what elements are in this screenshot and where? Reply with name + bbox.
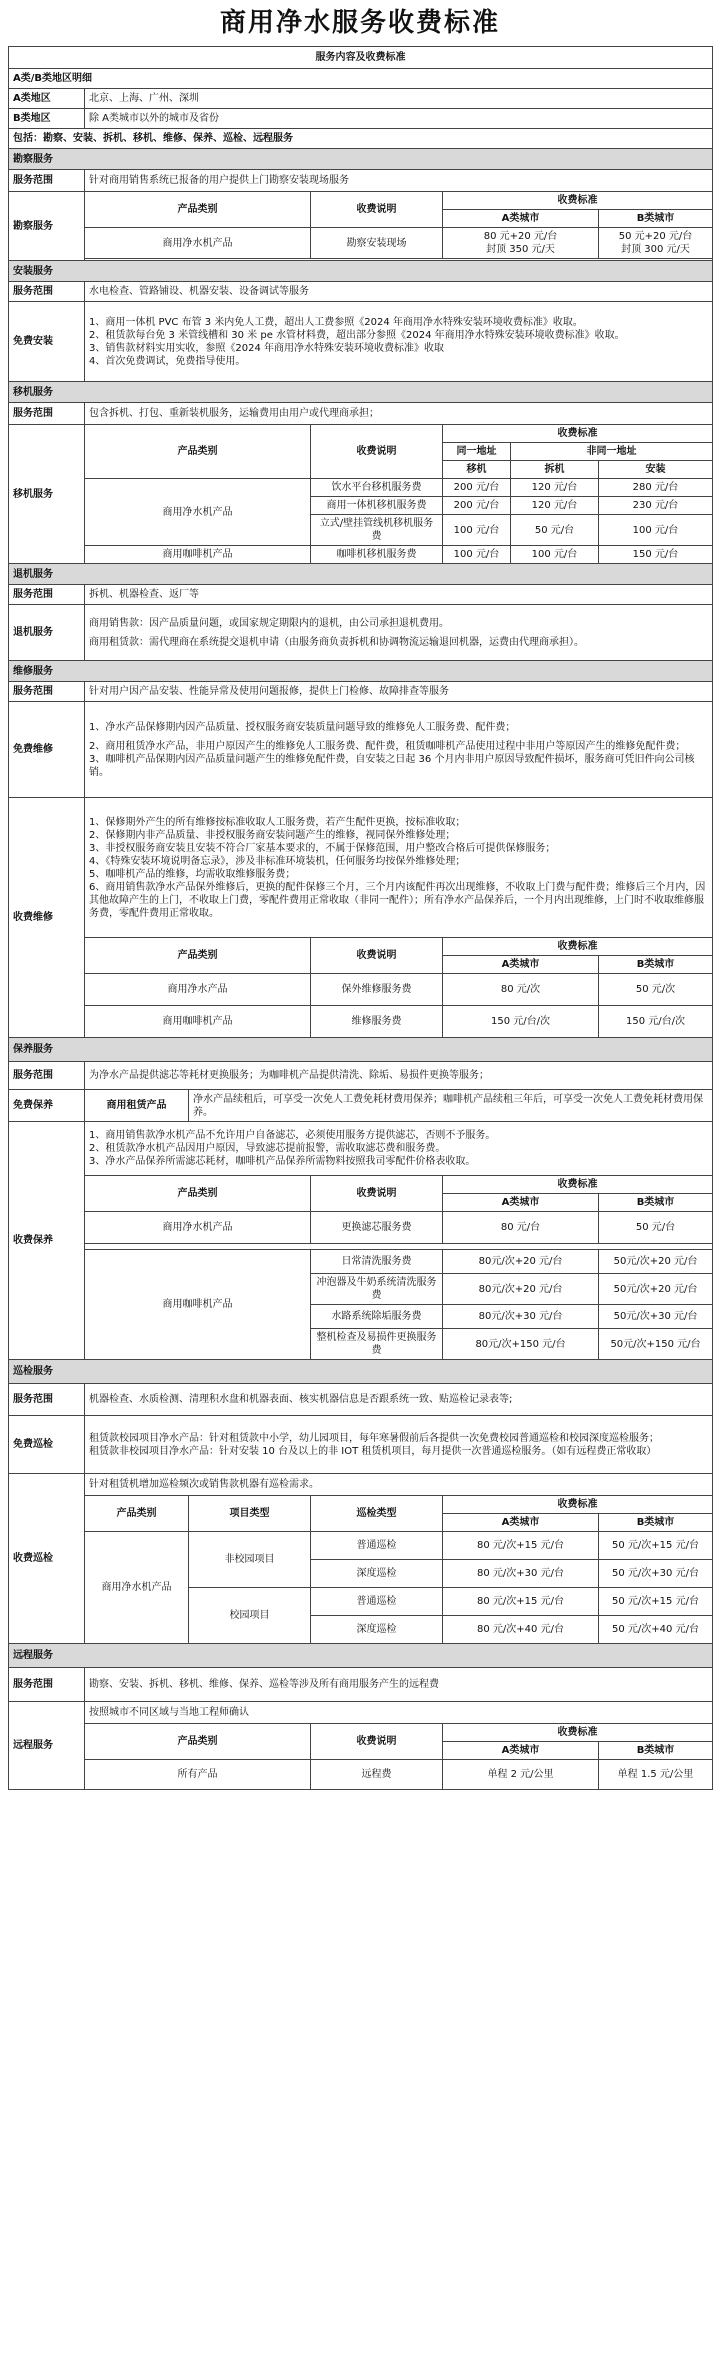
section-move: 移机服务 [9,382,713,403]
region-includes: 包括：勘察、安装、拆机、移机、维修、保养、巡检、远程服务 [9,129,713,149]
inspect-row-a: 80 元/次+30 元/台 [443,1560,599,1588]
inspect-col-type: 项目类型 [189,1496,311,1532]
repair-free-line: 1、净水产品保修期内因产品质量、授权服务商安装质量问题导致的维修免人工服务费、配件费； [89,721,516,733]
move-row-desc: 咖啡机移机服务费 [311,546,443,564]
maint-scope: 为净水产品提供滤芯等耗材更换服务；为咖啡机产品提供清洗、除垢、易损件更换等服务； [85,1062,713,1090]
retreat-scope: 拆机、机器检查、返厂等 [85,585,713,605]
repair-row-desc: 维修服务费 [311,1006,443,1038]
maint-free-product: 商用租赁产品 [85,1090,189,1122]
survey-a-fee: 80 元+20 元/台 封顶 350 元/天 [443,228,599,259]
maint-row-b: 50 元/台 [599,1212,713,1244]
move-row-same: 100 元/台 [443,546,511,564]
maint-coffee-product: 商用咖啡机产品 [85,1250,311,1360]
section-survey: 勘察服务 [9,149,713,170]
inspect-row-b: 50 元/次+40 元/台 [599,1616,713,1644]
inspect-free-label: 免费巡检 [9,1416,85,1474]
maint-free-text: 净水产品续租后，可享受一次免人工费免耗材费用保养；咖啡机产品续租三年后，可享受一次免人工费免耗材费用保养。 [189,1090,713,1122]
install-free-line: 4、首次免费调试，免费指导使用。 [89,355,246,367]
page-title: 商用净水服务收费标准 [219,8,500,38]
repair-col-desc: 收费说明 [311,938,443,974]
section-maint: 保养服务 [9,1038,713,1062]
inspect-col-b: B类城市 [599,1514,713,1532]
remote-b: 单程 1.5 元/公里 [599,1760,713,1790]
maint-row-desc: 整机检查及易损件更换服务费 [311,1329,443,1360]
section-retreat: 退机服务 [9,564,713,585]
move-row-desc: 立式/壁挂管线机移机服务费 [311,515,443,546]
repair-free-line: 2、商用租赁净水产品，非用户原因产生的维修免人工服务费、配件费，租赁咖啡机产品使用过程中非用户等原因产生的维修免配件费； [89,740,686,752]
move-product-coffee: 商用咖啡机产品 [85,546,311,564]
repair-paid-line: 5、咖啡机产品的维修，均需收取维修服务费； [89,868,296,880]
maint-paid-line: 3、净水产品保养所需滤芯耗材，咖啡机产品保养所需物料按照我司零配件价格表收取。 [89,1156,476,1167]
move-row-same: 200 元/台 [443,497,511,515]
move-col-desc: 收费说明 [311,425,443,479]
fee-table [8,46,713,1790]
move-row-desc: 商用一体机移机服务费 [311,497,443,515]
maint-col-b: B类城市 [599,1194,713,1212]
inspect-free-line: 租赁款非校园项目净水产品：针对安装 10 台及以上的非 IOT 租赁机项目，每月提供一次普通巡检服务。（如有远程费正常收取） [89,1445,657,1457]
move-row-remove: 100 元/台 [511,546,599,564]
move-col-product: 产品类别 [85,425,311,479]
inspect-row-kind: 普通巡检 [311,1532,443,1560]
move-col-diff-remove: 拆机 [511,461,599,479]
region-b-label: B类地区 [9,109,85,129]
section-remote: 远程服务 [9,1644,713,1668]
region-a-label: A类地区 [9,89,85,109]
maint-paid-line: 1、商用销售款净水机产品不允许用户自备滤芯，必须使用服务方提供滤芯，否则不予服务。 [89,1130,496,1141]
repair-col-a: A类城市 [443,956,599,974]
remote-col-b: B类城市 [599,1742,713,1760]
inspect-note: 针对租赁机增加巡检频次或销售款机器有巡检需求。 [85,1474,713,1496]
repair-paid-line: 2、保修期内非产品质量、非授权服务商安装问题产生的维修，视同保外维修处理； [89,829,456,841]
maint-row-a: 80元/次+20 元/台 [443,1250,599,1274]
inspect-scope: 机器检查、水质检测、清理积水盘和机器表面、核实机器信息是否跟系统一致、贴巡检记录表等; [85,1384,713,1416]
inspect-row-a: 80 元/次+15 元/台 [443,1588,599,1616]
remote-note: 按照城市不同区域与当地工程师确认 [85,1702,713,1724]
maint-row-a: 80元/次+20 元/台 [443,1274,599,1305]
inspect-row-kind: 普通巡检 [311,1588,443,1616]
maint-row-a: 80元/次+150 元/台 [443,1329,599,1360]
maint-col-product: 产品类别 [85,1176,311,1212]
inspect-col-product: 产品类别 [85,1496,189,1532]
repair-row-a: 150 元/台/次 [443,1006,599,1038]
remote-product: 所有产品 [85,1760,311,1790]
move-row-remove: 120 元/台 [511,497,599,515]
inspect-row-label: 收费巡检 [9,1474,85,1644]
inspect-scope-label: 服务范围 [9,1384,85,1416]
inspect-type-campus: 校园项目 [189,1588,311,1644]
install-free-text [85,302,713,382]
inspect-row-b: 50 元/次+30 元/台 [599,1560,713,1588]
repair-free-label: 免费维修 [9,702,85,798]
repair-paid-text [85,798,713,938]
remote-row-label: 远程服务 [9,1702,85,1790]
inspect-row-kind: 深度巡检 [311,1560,443,1588]
section-repair: 维修服务 [9,661,713,682]
maint-col-fee: 收费标准 [443,1176,713,1194]
maint-row-b: 50元/次+30 元/台 [599,1305,713,1329]
maint-row-b: 50元/次+20 元/台 [599,1250,713,1274]
inspect-row-a: 80 元/次+40 元/台 [443,1616,599,1644]
move-col-fee: 收费标准 [443,425,713,443]
maint-row-label: 收费保养 [9,1122,85,1360]
repair-free-text [85,702,713,798]
maint-water-product: 商用净水机产品 [85,1212,311,1244]
maint-row-a: 80元/次+30 元/台 [443,1305,599,1329]
inspect-row-b: 50 元/次+15 元/台 [599,1532,713,1560]
repair-row-product: 商用净水产品 [85,974,311,1006]
inspect-row-b: 50 元/次+15 元/台 [599,1588,713,1616]
survey-scope: 针对商用销售系统已报备的用户提供上门勘察安装现场服务 [85,170,713,192]
survey-b-fee: 50 元+20 元/台 封顶 300 元/天 [599,228,713,259]
maint-row-desc: 日常清洗服务费 [311,1250,443,1274]
survey-col-fee: 收费标准 [443,192,713,210]
maint-row-desc: 冲泡器及牛奶系统清洗服务费 [311,1274,443,1305]
move-row-label: 移机服务 [9,425,85,564]
move-col-same: 同一地址 [443,443,511,461]
inspect-col-fee: 收费标准 [443,1496,713,1514]
repair-paid-line: 6、商用销售款净水产品保外维修后，更换的配件保修三个月，三个月内该配件再次出现维修，不收取上门费与配件费；维修后三个月内，因其他故障产生的上门，不收取上门费，零配件费用正常收取（非同一配件）；所有净水产品保养后，一个月内出现维修，上门时不收取维修服务费，零配件费用正常收取。 [89,881,706,919]
move-row-same: 200 元/台 [443,479,511,497]
survey-desc: 勘察安装现场 [311,228,443,259]
survey-product: 商用净水机产品 [85,228,311,259]
install-free-label: 免费安装 [9,302,85,382]
move-row-install: 230 元/台 [599,497,713,515]
repair-col-fee: 收费标准 [443,938,713,956]
inspect-free-text [85,1416,713,1474]
maint-row-a: 80 元/台 [443,1212,599,1244]
maint-row-desc: 更换滤芯服务费 [311,1212,443,1244]
repair-row-label: 收费维修 [9,798,85,1038]
remote-desc: 远程费 [311,1760,443,1790]
move-row-install: 100 元/台 [599,515,713,546]
repair-paid-line: 3、非授权服务商安装且安装不符合厂家基本要求的，不属于保修范围，用户整改合格后可提供保修服务； [89,842,556,854]
survey-col-desc: 收费说明 [311,192,443,228]
move-row-desc: 饮水平台移机服务费 [311,479,443,497]
remote-col-fee: 收费标准 [443,1724,713,1742]
remote-a: 单程 2 元/公里 [443,1760,599,1790]
repair-paid-line: 4、《特殊安装环境说明备忘录》，涉及非标准环境装机，任何服务均按保外维修处理； [89,855,466,867]
move-col-diff: 非同一地址 [511,443,713,461]
inspect-product: 商用净水机产品 [85,1532,189,1644]
repair-col-b: B类城市 [599,956,713,974]
maint-paid-line: 2、租赁款净水机产品因用户原因，导致滤芯提前报警，需收取滤芯费和服务费。 [89,1143,446,1154]
repair-scope: 针对用户因产品安装、性能异常及使用问题报修，提供上门检修、故障排查等服务 [85,682,713,702]
survey-scope-label: 服务范围 [9,170,85,192]
install-scope: 水电检查、管路铺设、机器安装、设备调试等服务 [85,282,713,302]
move-scope-label: 服务范围 [9,403,85,425]
maint-paid-text [85,1122,713,1176]
remote-scope: 勘察、安装、拆机、移机、维修、保养、巡检等涉及所有商用服务产生的远程费 [85,1668,713,1702]
remote-col-a: A类城市 [443,1742,599,1760]
region-b-value: 除 A类城市以外的城市及省份 [85,109,713,129]
move-row-install: 150 元/台 [599,546,713,564]
inspect-type-non: 非校园项目 [189,1532,311,1588]
maint-row-desc: 水路系统除垢服务费 [311,1305,443,1329]
retreat-text [85,605,713,661]
move-row-install: 280 元/台 [599,479,713,497]
move-row-remove: 50 元/台 [511,515,599,546]
maint-col-desc: 收费说明 [311,1176,443,1212]
section-install: 安装服务 [9,261,713,282]
remote-scope-label: 服务范围 [9,1668,85,1702]
survey-row-label: 勘察服务 [9,192,85,261]
maint-col-a: A类城市 [443,1194,599,1212]
inspect-row-a: 80 元/次+15 元/台 [443,1532,599,1560]
table-header: 服务内容及收费标准 [9,47,713,69]
inspect-col-a: A类城市 [443,1514,599,1532]
retreat-line: 商用租赁款：需代理商在系统提交退机申请（由服务商负责拆机和协调物流运输退回机器，运费由代理商承担）。 [89,636,584,648]
survey-col-a: A类城市 [443,210,599,228]
move-product-water: 商用净水机产品 [85,479,311,546]
retreat-scope-label: 服务范围 [9,585,85,605]
repair-row-b: 150 元/台/次 [599,1006,713,1038]
repair-row-product: 商用咖啡机产品 [85,1006,311,1038]
section-inspect: 巡检服务 [9,1360,713,1384]
repair-row-b: 50 元/次 [599,974,713,1006]
move-scope: 包含拆机、打包、重新装机服务，运输费用由用户或代理商承担； [85,403,713,425]
move-col-same-move: 移机 [443,461,511,479]
inspect-free-line: 租赁款校园项目净水产品：针对租赁款中小学，幼儿园项目，每年寒暑假前后各提供一次免费校园普通巡检和校园深度巡检服务； [89,1432,659,1444]
remote-col-product: 产品类别 [85,1724,311,1760]
region-heading: A类/B类地区明细 [9,69,713,89]
repair-free-line: 3、咖啡机产品保期内因产品质量问题产生的维修免配件费，自安装之日起 36 个月内非用户原因导致配件损坏，服务商可凭旧件向公司核销。 [89,753,695,778]
maint-row-b: 50元/次+20 元/台 [599,1274,713,1305]
maint-scope-label: 服务范围 [9,1062,85,1090]
inspect-row-kind: 深度巡检 [311,1616,443,1644]
inspect-col-inspect: 巡检类型 [311,1496,443,1532]
install-free-line: 2、租赁款每台免 3 米管线槽和 30 米 pe 水管材料费，超出部分参照《2024 年商用净水特殊安装环境收费标准》收取。 [89,329,625,341]
install-free-line: 1、商用一体机 PVC 布管 3 米内免人工费，超出人工费参照《2024 年商用净水特殊安装环境收费标准》收取。 [89,316,583,328]
maint-row-b: 50元/次+150 元/台 [599,1329,713,1360]
document [8,0,712,1790]
repair-paid-line: 1、保修期外产生的所有维修按标准收取人工服务费，若产生配件更换，按标准收取； [89,816,466,828]
region-a-value: 北京、上海、广州、深圳 [85,89,713,109]
repair-row-desc: 保外维修服务费 [311,974,443,1006]
repair-col-product: 产品类别 [85,938,311,974]
survey-col-b: B类城市 [599,210,713,228]
survey-col-product: 产品类别 [85,192,311,228]
repair-scope-label: 服务范围 [9,682,85,702]
repair-row-a: 80 元/次 [443,974,599,1006]
move-col-diff-install: 安装 [599,461,713,479]
maint-free-label: 免费保养 [9,1090,85,1122]
install-scope-label: 服务范围 [9,282,85,302]
move-row-same: 100 元/台 [443,515,511,546]
move-row-remove: 120 元/台 [511,479,599,497]
retreat-row-label: 退机服务 [9,605,85,661]
retreat-line: 商用销售款：因产品质量问题，或国家规定期限内的退机，由公司承担退机费用。 [89,617,449,629]
remote-col-desc: 收费说明 [311,1724,443,1760]
install-free-line: 3、销售款材料实用实收，参照《2024 年商用净水特殊安装环境收费标准》收取 [89,342,444,354]
